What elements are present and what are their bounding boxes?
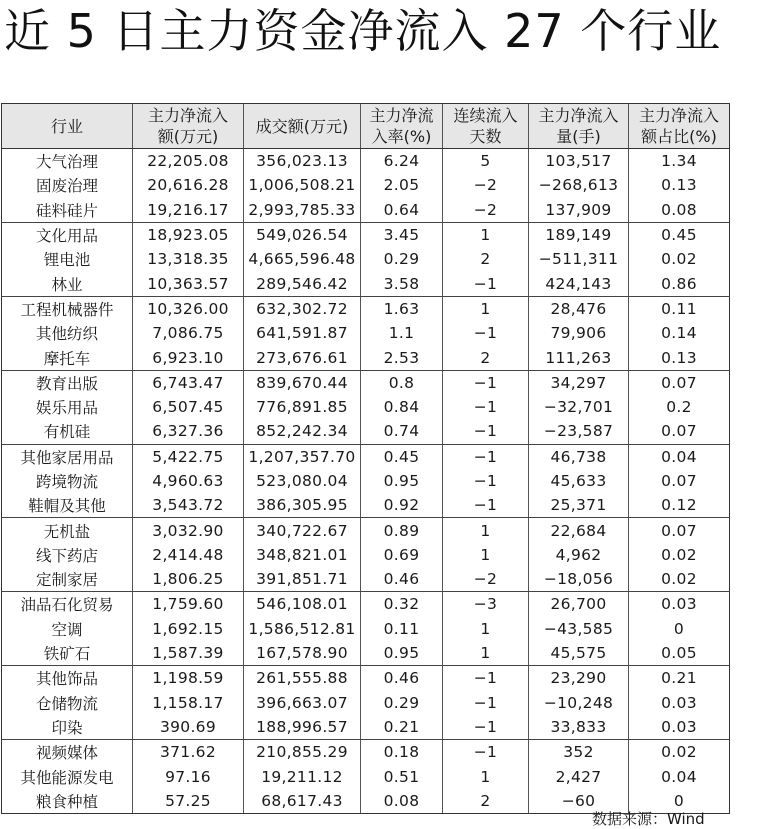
value-cell: 1,198.59 xyxy=(133,666,244,691)
industry-name-cell: 视频媒体 xyxy=(2,740,133,765)
table-row xyxy=(2,149,730,174)
value-cell: 424,143 xyxy=(529,271,629,296)
value-cell: 0.74 xyxy=(361,419,443,444)
value-cell: 189,149 xyxy=(529,222,629,247)
value-cell: 1 xyxy=(443,222,529,247)
value-cell: 391,851.71 xyxy=(244,567,361,592)
value-cell: 0.03 xyxy=(629,592,730,617)
value-cell: 390.69 xyxy=(133,715,244,740)
value-cell: 79,906 xyxy=(529,321,629,345)
value-cell: 2,427 xyxy=(529,764,629,788)
value-cell: 2,414.48 xyxy=(133,543,244,567)
value-cell: 1.63 xyxy=(361,296,443,321)
value-cell: −1 xyxy=(443,493,529,518)
column-header-line: 额占比(%) xyxy=(641,127,717,146)
industry-name-cell: 工程机械器件 xyxy=(2,296,133,321)
column-header-line: 成交额(万元) xyxy=(255,116,349,136)
table-row xyxy=(2,543,730,567)
value-cell: 1,806.25 xyxy=(133,567,244,592)
value-cell: 776,891.85 xyxy=(244,395,361,419)
industry-name-cell: 娱乐用品 xyxy=(2,395,133,419)
table-row xyxy=(2,296,730,321)
value-cell: 2.05 xyxy=(361,173,443,197)
value-cell: −43,585 xyxy=(529,617,629,641)
value-cell: 13,318.35 xyxy=(133,247,244,271)
value-cell: 6,923.10 xyxy=(133,345,244,370)
value-cell: 1.34 xyxy=(629,149,730,174)
column-header xyxy=(2,104,133,149)
value-cell: 0.04 xyxy=(629,764,730,788)
value-cell: 0.13 xyxy=(629,345,730,370)
value-cell: 0.45 xyxy=(361,444,443,469)
table-row xyxy=(2,518,730,543)
value-cell: 0 xyxy=(629,789,730,814)
table-row xyxy=(2,198,730,223)
industry-name-cell: 固废治理 xyxy=(2,173,133,197)
table-row xyxy=(2,493,730,518)
value-cell: 0.02 xyxy=(629,543,730,567)
value-cell: 0.8 xyxy=(361,370,443,395)
value-cell: −268,613 xyxy=(529,173,629,197)
industry-name-cell: 空调 xyxy=(2,617,133,641)
value-cell: 26,700 xyxy=(529,592,629,617)
value-cell: 352 xyxy=(529,740,629,765)
industry-name-cell: 其他饰品 xyxy=(2,666,133,691)
value-cell: 22,205.08 xyxy=(133,149,244,174)
table-row xyxy=(2,592,730,617)
value-cell: 45,633 xyxy=(529,469,629,493)
value-cell: −1 xyxy=(443,370,529,395)
value-cell: 137,909 xyxy=(529,198,629,223)
value-cell: 5,422.75 xyxy=(133,444,244,469)
value-cell: −2 xyxy=(443,567,529,592)
table-row xyxy=(2,740,730,765)
value-cell: 0.18 xyxy=(361,740,443,765)
value-cell: 0.29 xyxy=(361,691,443,715)
value-cell: 0.89 xyxy=(361,518,443,543)
value-cell: 3,032.90 xyxy=(133,518,244,543)
value-cell: 0.14 xyxy=(629,321,730,345)
value-cell: 386,305.95 xyxy=(244,493,361,518)
value-cell: 167,578.90 xyxy=(244,641,361,666)
value-cell: 3.45 xyxy=(361,222,443,247)
value-cell: 68,617.43 xyxy=(244,789,361,814)
value-cell: 0.07 xyxy=(629,419,730,444)
value-cell: 0.11 xyxy=(361,617,443,641)
table-row xyxy=(2,173,730,197)
value-cell: −1 xyxy=(443,740,529,765)
value-cell: 1 xyxy=(443,296,529,321)
value-cell: −60 xyxy=(529,789,629,814)
value-cell: 2 xyxy=(443,247,529,271)
industry-name-cell: 鞋帽及其他 xyxy=(2,493,133,518)
value-cell: −2 xyxy=(443,198,529,223)
industry-fund-flow-table xyxy=(1,103,730,814)
value-cell: 0.07 xyxy=(629,518,730,543)
value-cell: 188,996.57 xyxy=(244,715,361,740)
value-cell: 0 xyxy=(629,617,730,641)
value-cell: 0.05 xyxy=(629,641,730,666)
value-cell: 46,738 xyxy=(529,444,629,469)
value-cell: −1 xyxy=(443,715,529,740)
value-cell: 23,290 xyxy=(529,666,629,691)
value-cell: 22,684 xyxy=(529,518,629,543)
value-cell: −2 xyxy=(443,173,529,197)
value-cell: 19,216.17 xyxy=(133,198,244,223)
value-cell: 2 xyxy=(443,789,529,814)
value-cell: 0.95 xyxy=(361,469,443,493)
value-cell: 0.07 xyxy=(629,469,730,493)
value-cell: −1 xyxy=(443,469,529,493)
value-cell: 3.58 xyxy=(361,271,443,296)
value-cell: 549,026.54 xyxy=(244,222,361,247)
value-cell: 0.95 xyxy=(361,641,443,666)
table-row xyxy=(2,419,730,444)
value-cell: 0.02 xyxy=(629,247,730,271)
table-row xyxy=(2,764,730,788)
column-header xyxy=(443,104,529,149)
table-row xyxy=(2,444,730,469)
value-cell: 34,297 xyxy=(529,370,629,395)
value-cell: 0.46 xyxy=(361,666,443,691)
table-row xyxy=(2,321,730,345)
value-cell: 0.86 xyxy=(629,271,730,296)
value-cell: 0.13 xyxy=(629,173,730,197)
value-cell: 0.84 xyxy=(361,395,443,419)
industry-name-cell: 无机盐 xyxy=(2,518,133,543)
value-cell: 0.21 xyxy=(629,666,730,691)
value-cell: 5 xyxy=(443,149,529,174)
column-header-line: 行业 xyxy=(50,116,83,136)
column-header-line: 量(手) xyxy=(556,127,601,146)
value-cell: 1 xyxy=(443,543,529,567)
value-cell: 45,575 xyxy=(529,641,629,666)
value-cell: 0.32 xyxy=(361,592,443,617)
value-cell: 10,363.57 xyxy=(133,271,244,296)
value-cell: −511,311 xyxy=(529,247,629,271)
table-row xyxy=(2,370,730,395)
value-cell: 0.04 xyxy=(629,444,730,469)
table-body xyxy=(2,149,730,814)
value-cell: 289,546.42 xyxy=(244,271,361,296)
industry-name-cell: 教育出版 xyxy=(2,370,133,395)
industry-name-cell: 锂电池 xyxy=(2,247,133,271)
value-cell: 1,586,512.81 xyxy=(244,617,361,641)
industry-name-cell: 其他纺织 xyxy=(2,321,133,345)
value-cell: −32,701 xyxy=(529,395,629,419)
value-cell: −23,587 xyxy=(529,419,629,444)
value-cell: 261,555.88 xyxy=(244,666,361,691)
value-cell: 546,108.01 xyxy=(244,592,361,617)
column-header-line: 主力净流入 xyxy=(147,106,228,125)
industry-name-cell: 其他能源发电 xyxy=(2,764,133,788)
value-cell: −1 xyxy=(443,271,529,296)
industry-name-cell: 仓储物流 xyxy=(2,691,133,715)
column-header-line: 连续流入 xyxy=(453,106,518,125)
value-cell: 0.21 xyxy=(361,715,443,740)
column-header-line: 主力净流入 xyxy=(638,106,719,125)
value-cell: 396,663.07 xyxy=(244,691,361,715)
value-cell: 7,086.75 xyxy=(133,321,244,345)
value-cell: 356,023.13 xyxy=(244,149,361,174)
value-cell: 4,960.63 xyxy=(133,469,244,493)
column-header-line: 主力净流 xyxy=(369,106,434,125)
industry-name-cell: 有机硅 xyxy=(2,419,133,444)
value-cell: 4,962 xyxy=(529,543,629,567)
value-cell: 632,302.72 xyxy=(244,296,361,321)
value-cell: 0.08 xyxy=(361,789,443,814)
value-cell: 0.2 xyxy=(629,395,730,419)
value-cell: 10,326.00 xyxy=(133,296,244,321)
industry-name-cell: 摩托车 xyxy=(2,345,133,370)
table-row xyxy=(2,222,730,247)
value-cell: −1 xyxy=(443,321,529,345)
column-header xyxy=(361,104,443,149)
value-cell: 839,670.44 xyxy=(244,370,361,395)
value-cell: 641,591.87 xyxy=(244,321,361,345)
value-cell: 103,517 xyxy=(529,149,629,174)
value-cell: 0.51 xyxy=(361,764,443,788)
value-cell: 371.62 xyxy=(133,740,244,765)
value-cell: 523,080.04 xyxy=(244,469,361,493)
industry-name-cell: 油品石化贸易 xyxy=(2,592,133,617)
value-cell: 2.53 xyxy=(361,345,443,370)
value-cell: 57.25 xyxy=(133,789,244,814)
value-cell: 340,722.67 xyxy=(244,518,361,543)
industry-name-cell: 定制家居 xyxy=(2,567,133,592)
table-row xyxy=(2,247,730,271)
industry-name-cell: 林业 xyxy=(2,271,133,296)
value-cell: 6.24 xyxy=(361,149,443,174)
value-cell: 25,371 xyxy=(529,493,629,518)
value-cell: 1,158.17 xyxy=(133,691,244,715)
column-header xyxy=(244,104,361,149)
column-header-line: 天数 xyxy=(469,127,502,146)
value-cell: 0.08 xyxy=(629,198,730,223)
value-cell: 0.45 xyxy=(629,222,730,247)
value-cell: 6,743.47 xyxy=(133,370,244,395)
industry-name-cell: 大气治理 xyxy=(2,149,133,174)
value-cell: 3,543.72 xyxy=(133,493,244,518)
value-cell: 0.12 xyxy=(629,493,730,518)
page-title: 近 5 日主力资金净流入 27 个行业 xyxy=(4,4,722,58)
value-cell: 1.1 xyxy=(361,321,443,345)
industry-name-cell: 跨境物流 xyxy=(2,469,133,493)
column-header xyxy=(133,104,244,149)
table-row xyxy=(2,691,730,715)
value-cell: 1,587.39 xyxy=(133,641,244,666)
industry-name-cell: 文化用品 xyxy=(2,222,133,247)
value-cell: −1 xyxy=(443,419,529,444)
value-cell: 18,923.05 xyxy=(133,222,244,247)
value-cell: 0.03 xyxy=(629,691,730,715)
value-cell: −1 xyxy=(443,444,529,469)
value-cell: 0.46 xyxy=(361,567,443,592)
value-cell: 1,006,508.21 xyxy=(244,173,361,197)
table-header-row xyxy=(2,104,730,149)
data-source-note: 数据来源：Wind xyxy=(592,810,705,828)
value-cell: 6,327.36 xyxy=(133,419,244,444)
value-cell: 20,616.28 xyxy=(133,173,244,197)
table-row xyxy=(2,469,730,493)
column-header xyxy=(629,104,730,149)
table-row xyxy=(2,345,730,370)
industry-name-cell: 硅料硅片 xyxy=(2,198,133,223)
value-cell: 273,676.61 xyxy=(244,345,361,370)
value-cell: 1 xyxy=(443,641,529,666)
table-row xyxy=(2,641,730,666)
value-cell: 4,665,596.48 xyxy=(244,247,361,271)
column-header-line: 主力净流入 xyxy=(538,106,619,125)
value-cell: −1 xyxy=(443,691,529,715)
value-cell: −1 xyxy=(443,666,529,691)
industry-name-cell: 粮食种植 xyxy=(2,789,133,814)
value-cell: 0.64 xyxy=(361,198,443,223)
value-cell: 0.29 xyxy=(361,247,443,271)
table-row xyxy=(2,617,730,641)
value-cell: 19,211.12 xyxy=(244,764,361,788)
value-cell: 0.07 xyxy=(629,370,730,395)
table-row xyxy=(2,395,730,419)
value-cell: 0.03 xyxy=(629,715,730,740)
value-cell: 1,759.60 xyxy=(133,592,244,617)
value-cell: 2,993,785.33 xyxy=(244,198,361,223)
value-cell: 1 xyxy=(443,518,529,543)
table-row xyxy=(2,271,730,296)
industry-name-cell: 印染 xyxy=(2,715,133,740)
value-cell: −10,248 xyxy=(529,691,629,715)
table-row xyxy=(2,567,730,592)
value-cell: 0.92 xyxy=(361,493,443,518)
value-cell: 111,263 xyxy=(529,345,629,370)
value-cell: 348,821.01 xyxy=(244,543,361,567)
value-cell: 0.69 xyxy=(361,543,443,567)
value-cell: 0.02 xyxy=(629,740,730,765)
table-row xyxy=(2,715,730,740)
industry-name-cell: 铁矿石 xyxy=(2,641,133,666)
value-cell: 33,833 xyxy=(529,715,629,740)
value-cell: 210,855.29 xyxy=(244,740,361,765)
table-row xyxy=(2,666,730,691)
value-cell: 28,476 xyxy=(529,296,629,321)
value-cell: 6,507.45 xyxy=(133,395,244,419)
value-cell: 1 xyxy=(443,764,529,788)
value-cell: 852,242.34 xyxy=(244,419,361,444)
value-cell: −18,056 xyxy=(529,567,629,592)
column-header xyxy=(529,104,629,149)
industry-name-cell: 其他家居用品 xyxy=(2,444,133,469)
value-cell: 97.16 xyxy=(133,764,244,788)
column-header-line: 入率(%) xyxy=(371,127,432,146)
value-cell: 1,207,357.70 xyxy=(244,444,361,469)
value-cell: 0.11 xyxy=(629,296,730,321)
value-cell: 1 xyxy=(443,617,529,641)
value-cell: −3 xyxy=(443,592,529,617)
value-cell: 2 xyxy=(443,345,529,370)
industry-name-cell: 线下药店 xyxy=(2,543,133,567)
value-cell: 1,692.15 xyxy=(133,617,244,641)
column-header-line: 额(万元) xyxy=(157,127,219,146)
value-cell: 0.02 xyxy=(629,567,730,592)
value-cell: −1 xyxy=(443,395,529,419)
